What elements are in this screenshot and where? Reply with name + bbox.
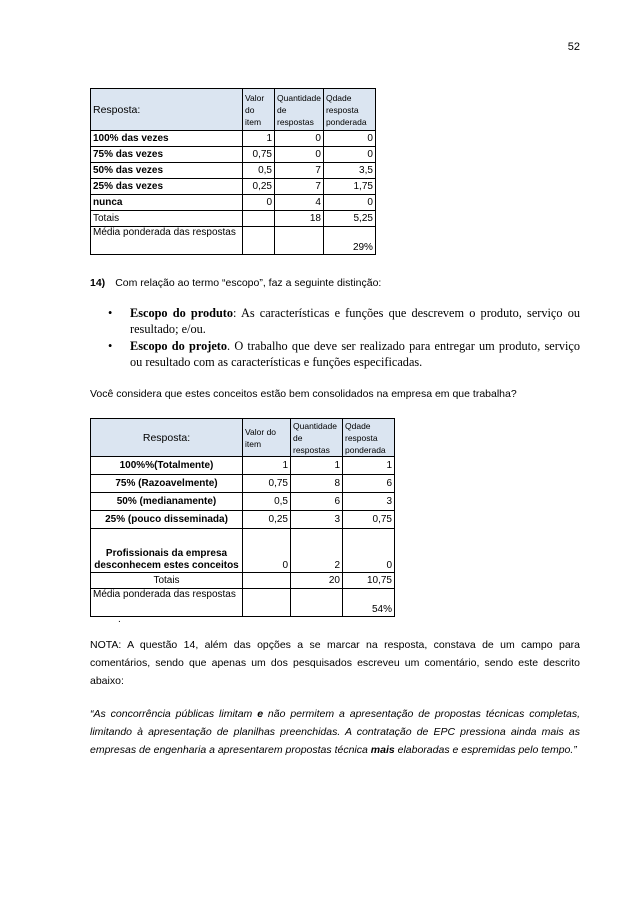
note-paragraph: NOTA: A questão 14, além das opções a se marcar na resposta, constava de um campo para comentários, sendo que apenas um dos pesquisados escreveu um comentário, sendo este descrito abaixo: — [90, 639, 580, 687]
bullet-icon: • — [108, 306, 113, 320]
row-pond: 0 — [343, 529, 395, 573]
totals-empty — [243, 211, 275, 227]
row-pond: 0 — [323, 131, 375, 147]
row-valor: 0,5 — [243, 493, 291, 511]
header-qdade: Qdade resposta ponderada — [323, 89, 375, 131]
row-label: 75% (Razoavelmente) — [91, 475, 243, 493]
row-label: 25% (pouco disseminada) — [91, 511, 243, 529]
weighted-average-value: 54% — [343, 589, 395, 617]
quote-text: “As concorrência públicas limitam — [90, 708, 258, 720]
header-resposta: Resposta: — [91, 419, 243, 457]
header-qdade: Qdade resposta ponderada — [343, 419, 395, 457]
row-qtd: 4 — [275, 195, 324, 211]
row-qtd: 0 — [275, 131, 324, 147]
row-qtd: 6 — [291, 493, 343, 511]
row-valor: 0,25 — [243, 511, 291, 529]
row-label: 100%%(Totalmente) — [91, 457, 243, 475]
row-valor: 0 — [243, 529, 291, 573]
average-empty — [243, 589, 291, 617]
table-header-row — [91, 89, 376, 131]
scope-definitions-list — [96, 305, 580, 371]
totals-label: Totais — [91, 573, 243, 589]
row-pond: 3,5 — [323, 163, 375, 179]
quote-emphasis: mais — [370, 744, 395, 756]
totals-qtd: 18 — [275, 211, 324, 227]
row-label: 100% das vezes — [91, 131, 243, 147]
definition-term: Escopo do produto — [130, 306, 234, 320]
page-number: 52 — [567, 41, 580, 53]
responses-table-concepts — [90, 418, 395, 617]
row-label: 75% das vezes — [91, 147, 243, 163]
list-item — [96, 338, 580, 370]
responses-table-frequency — [90, 88, 376, 255]
totals-pond: 10,75 — [343, 573, 395, 589]
header-quantidade: Quantidade de respostas — [275, 89, 324, 131]
quote-emphasis: e — [257, 708, 264, 720]
weighted-average-row — [91, 227, 376, 255]
definition-text: . O trabalho que deve ser realizado para entregar um produto, serviço ou resultado com as características e funções especificadas. — [130, 339, 580, 369]
table-row — [91, 475, 395, 493]
table-row — [91, 163, 376, 179]
row-pond: 1 — [343, 457, 395, 475]
row-pond: 3 — [343, 493, 395, 511]
row-label: Profissionais da empresa desconhecem estes conceitos — [91, 529, 243, 573]
stray-mark: . — [118, 614, 121, 625]
weighted-average-row — [91, 589, 395, 617]
row-qtd: 0 — [275, 147, 324, 163]
table-row — [91, 529, 395, 573]
row-qtd: 3 — [291, 511, 343, 529]
table-row — [91, 131, 376, 147]
totals-pond: 5,25 — [323, 211, 375, 227]
totals-empty — [243, 573, 291, 589]
row-pond: 0 — [323, 195, 375, 211]
row-valor: 0,75 — [243, 475, 291, 493]
weighted-average-value: 29% — [323, 227, 375, 255]
header-resposta: Resposta: — [91, 89, 243, 131]
row-pond: 0,75 — [343, 511, 395, 529]
row-valor: 0,5 — [243, 163, 275, 179]
row-qtd: 7 — [275, 179, 324, 195]
table-row — [91, 195, 376, 211]
row-qtd: 2 — [291, 529, 343, 573]
average-empty — [275, 227, 324, 255]
respondent-comment-quote — [90, 705, 580, 759]
totals-row — [91, 573, 395, 589]
question-text: Com relação ao termo “escopo”, faz a seguinte distinção: — [115, 277, 382, 289]
row-pond: 0 — [323, 147, 375, 163]
totals-qtd: 20 — [291, 573, 343, 589]
question-14 — [90, 277, 381, 289]
totals-row — [91, 211, 376, 227]
quote-text: elaboradas e espremidas pelo tempo.” — [394, 744, 577, 756]
row-pond: 1,75 — [323, 179, 375, 195]
bullet-icon: • — [108, 339, 113, 353]
row-valor: 0,75 — [243, 147, 275, 163]
row-label: 25% das vezes — [91, 179, 243, 195]
row-qtd: 7 — [275, 163, 324, 179]
header-valor: Valor do item — [243, 89, 275, 131]
row-qtd: 8 — [291, 475, 343, 493]
quote-text: não permitem a apresentação de propostas técnicas completas, limitando à apresentação de planilhas preenchidas. A contratação de EPC pressiona ainda mais as empresas de engenharia a apresentarem propostas técnica — [90, 708, 580, 756]
average-empty — [291, 589, 343, 617]
table-header-row — [91, 419, 395, 457]
row-pond: 6 — [343, 475, 395, 493]
row-qtd: 1 — [291, 457, 343, 475]
definition-term: Escopo do projeto — [130, 339, 228, 353]
weighted-average-label: Média ponderada das respostas — [91, 589, 243, 617]
table-row — [91, 179, 376, 195]
definition-text: : As características e funções que descrevem o produto, serviço ou resultado; e/ou. — [130, 306, 580, 336]
table-row — [91, 493, 395, 511]
row-valor: 1 — [243, 131, 275, 147]
table-row — [91, 511, 395, 529]
weighted-average-label: Média ponderada das respostas — [91, 227, 243, 255]
question-number: 14) — [90, 277, 106, 289]
header-quantidade: Quantidade de respostas — [291, 419, 343, 457]
row-label: nunca — [91, 195, 243, 211]
row-valor: 0,25 — [243, 179, 275, 195]
survey-question: Você considera que estes conceitos estão bem consolidados na empresa em que trabalha? — [90, 388, 517, 400]
table-row — [91, 147, 376, 163]
totals-label: Totais — [91, 211, 243, 227]
row-valor: 0 — [243, 195, 275, 211]
average-empty — [243, 227, 275, 255]
row-valor: 1 — [243, 457, 291, 475]
row-label: 50% das vezes — [91, 163, 243, 179]
header-valor: Valor do item — [243, 419, 291, 457]
list-item — [96, 305, 580, 337]
table-row — [91, 457, 395, 475]
row-label: 50% (medianamente) — [91, 493, 243, 511]
